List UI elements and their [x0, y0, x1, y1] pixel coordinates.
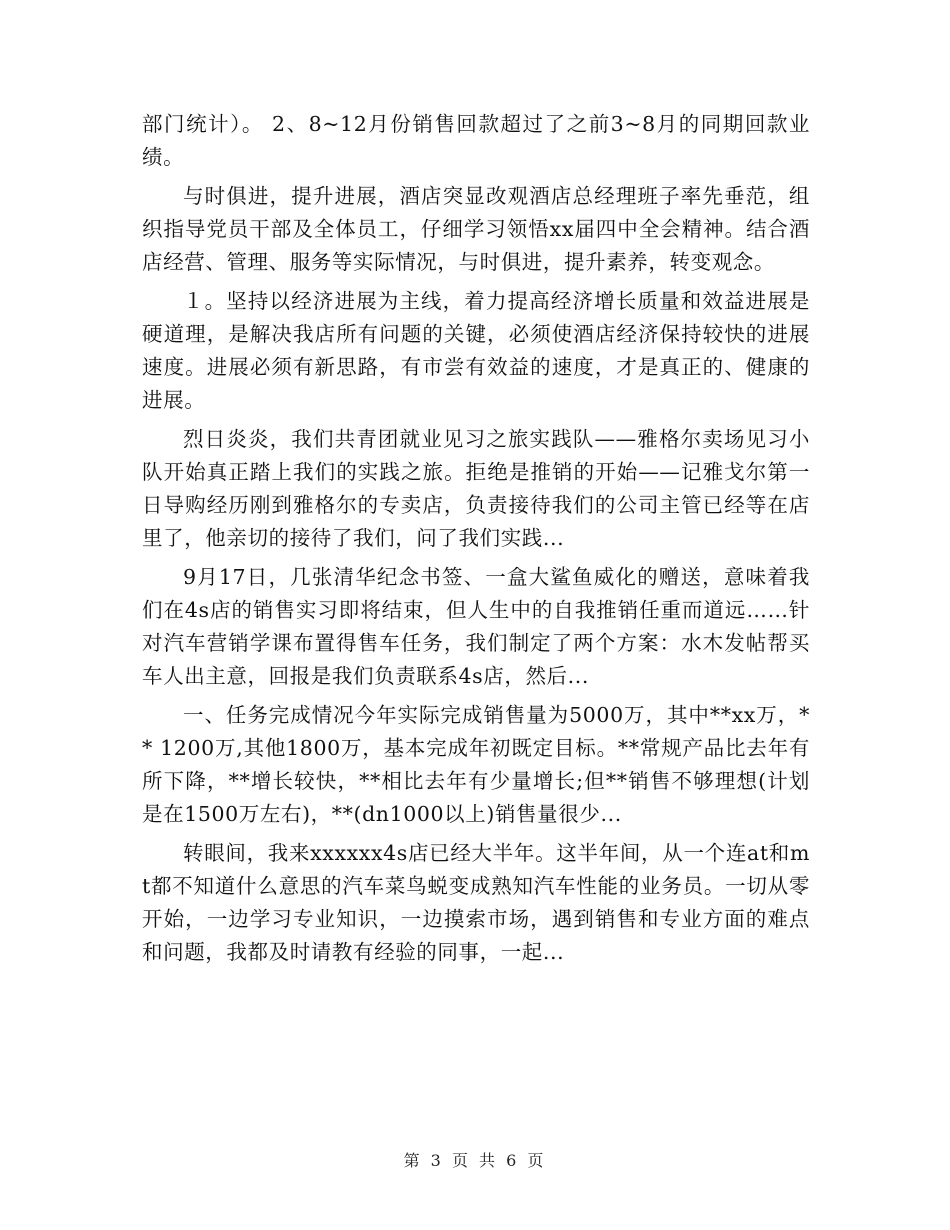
paragraph-3: １。坚持以经济进展为主线，着力提高经济增长质量和效益进展是硬道理，是解决我店所有问题的关键，必须使酒店经济保持较快的进展速度。进展必须有新思路，有市尝有效益的速度，才是真正的、健康的进展。: [142, 289, 810, 412]
page-number-footer: 第 3 页 共 6 页: [403, 1151, 547, 1170]
paragraph-4: 烈日炎炎，我们共青团就业见习之旅实践队——雅格尔卖场见习小队开始真正踏上我们的实践之旅。拒绝是推销的开始——记雅戈尔第一日导购经历刚到雅格尔的专卖店，负责接待我们的公司主管已经等在店里了，他亲切的接待了我们，问了我们实践...: [142, 427, 810, 550]
document-body: [142, 108, 810, 975]
paragraph-2: 与时俱进，提升进展，酒店突显改观酒店总经理班子率先垂范，组织指导党员干部及全体员工，仔细学习领悟xx届四中全会精神。结合酒店经营、管理、服务等实际情况，与时俱进，提升素养，转变观念。: [142, 184, 810, 274]
paragraph-1: 部门统计）。 2、8~12月份销售回款超过了之前3~8月的同期回款业绩。: [142, 112, 810, 169]
paragraph-5: 9月17日，几张清华纪念书签、一盒大鲨鱼威化的赠送，意味着我们在4s店的销售实习即将结束，但人生中的自我推销任重而道远……针对汽车营销学课布置得售车任务，我们制定了两个方案：水木发帖帮买车人出主意，回报是我们负责联系4s店，然后...: [142, 565, 810, 688]
paragraph-7: 转眼间，我来xxxxxx4s店已经大半年。这半年间，从一个连at和mt都不知道什么意思的汽车菜鸟蜕变成熟知汽车性能的业务员。一切从零开始，一边学习专业知识，一边摸索市场，遇到销售和专业方面的难点和问题，我都及时请教有经验的同事，一起...: [142, 841, 810, 964]
paragraph-6: 一、任务完成情况今年实际完成销售量为5000万，其中**xx万，** 1200万,其他1800万，基本完成年初既定目标。**常规产品比去年有所下降，**增长较快，**相比去年有少量增长;但**销售不够理想(计划是在1500万左右)，**(dn1000以上)销售量很少...: [142, 703, 810, 826]
